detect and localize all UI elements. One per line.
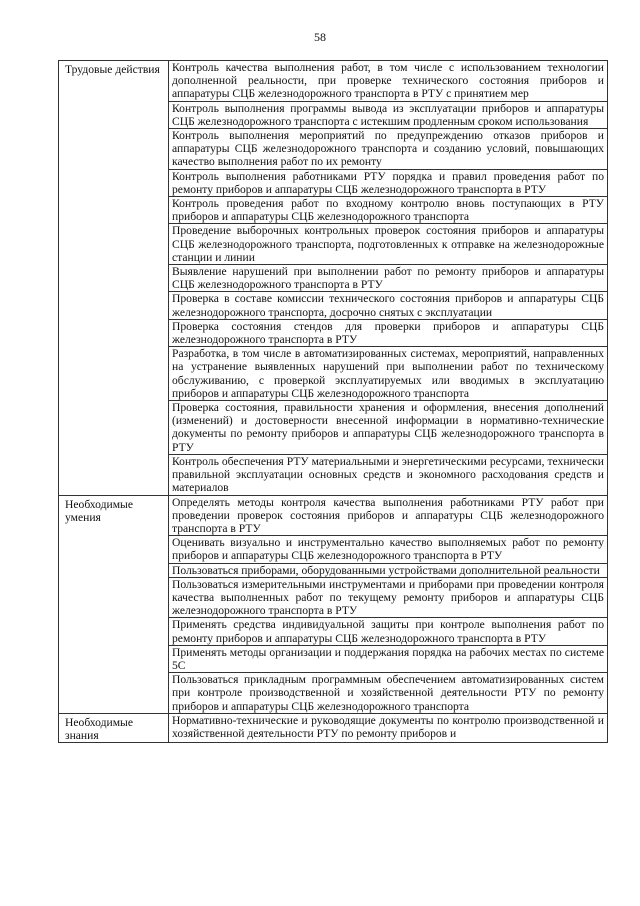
section-items [169, 61, 608, 496]
page-number: 58 [314, 30, 326, 44]
competency-table [58, 60, 608, 743]
section-label: Необходимые знания [59, 713, 169, 742]
list-item: Проверка состояния, правильности хранения и оформления, внесения дополнений (изменений) и достоверности внесенной информации в нормативно-технические документы по ремонту приборов и аппаратуры СЦБ железнодорожного транспорта в РТУ [169, 401, 607, 455]
list-item: Проверка в составе комиссии технического состояния приборов и аппаратуры СЦБ железнодорожного транспорта, досрочно снятых с эксплуатации [169, 292, 607, 319]
list-item: Контроль обеспечения РТУ материальными и энергетическими ресурсами, технически правильной эксплуатации основных средств и экономного расходования средств и материалов [172, 454, 604, 495]
list-item: Контроль проведения работ по входному контролю вновь поступающих в РТУ приборов и аппаратуры СЦБ железнодорожного транспорта [169, 197, 607, 224]
list-item: Контроль выполнения работниками РТУ порядка и правил проведения работ по ремонту приборов и аппаратуры СЦБ железнодорожного транспорта в РТУ [169, 170, 607, 197]
list-item: Определять методы контроля качества выполнения работниками РТУ работ при проведении проверок состояния приборов и аппаратуры СЦБ железнодорожного транспорта в РТУ [169, 496, 607, 537]
section-label: Необходимые умения [59, 495, 169, 713]
section-row [59, 61, 608, 496]
list-item: Нормативно-технические и руководящие документы по контролю производственной и хозяйственной деятельности РТУ по ремонту приборов и [172, 713, 604, 740]
list-item: Проведение выборочных контрольных проверок состояния приборов и аппаратуры СЦБ железнодорожного транспорта, подготовленных к отправке на железнодорожные станции и линии [169, 224, 607, 265]
list-item: Оценивать визуально и инструментально качество выполняемых работ по ремонту приборов и аппаратуры СЦБ железнодорожного транспорта в РТУ [169, 536, 607, 563]
list-item: Пользоваться измерительными инструментами и приборами при проведении контроля качества выполненных работ по текущему ремонту приборов и аппаратуры СЦБ железнодорожного транспорта в РТУ [169, 578, 607, 619]
section-row [59, 495, 608, 713]
section-items [169, 713, 608, 742]
section-items [169, 495, 608, 713]
list-item: Контроль выполнения программы вывода из эксплуатации приборов и аппаратуры СЦБ железнодорожного транспорта с истекшим продленным сроком использования [169, 102, 607, 129]
section-row [59, 713, 608, 742]
list-item: Пользоваться прикладным программным обеспечением автоматизированных систем при контроле производственной и хозяйственной деятельности РТУ по ремонту приборов и аппаратуры СЦБ железнодорожного транспорта [172, 673, 604, 713]
section-label: Трудовые действия [59, 61, 169, 496]
list-item: Применять средства индивидуальной защиты при контроле выполнения работ по ремонту приборов и аппаратуры СЦБ железнодорожного транспорта в РТУ [169, 618, 607, 645]
list-item: Разработка, в том числе в автоматизированных системах, мероприятий, направленных на устранение выявленных нарушений при выполнении работ по техническому обслуживанию, с проверкой эксплуатируемых или вводимых в эксплуатацию приборов и аппаратуры СЦБ железнодорожного транспорта [169, 347, 607, 401]
list-item: Контроль качества выполнения работ, в том числе с использованием технологии дополненной реальности, при проверке технического состояния приборов и аппаратуры СЦБ железнодорожного транспорта в РТУ с принятием мер [169, 61, 607, 102]
list-item: Проверка состояния стендов для проверки приборов и аппаратуры СЦБ железнодорожного транспорта в РТУ [169, 320, 607, 347]
list-item: Выявление нарушений при выполнении работ по ремонту приборов и аппаратуры СЦБ железнодорожного транспорта в РТУ [169, 265, 607, 292]
list-item: Контроль выполнения мероприятий по предупреждению отказов приборов и аппаратуры СЦБ железнодорожного транспорта и созданию условий, повышающих качество выполнения работ по их ремонту [169, 129, 607, 170]
list-item: Применять методы организации и поддержания порядка на рабочих местах по системе 5С [169, 646, 607, 673]
list-item: Пользоваться приборами, оборудованными устройствами дополнительной реальности [169, 564, 607, 578]
